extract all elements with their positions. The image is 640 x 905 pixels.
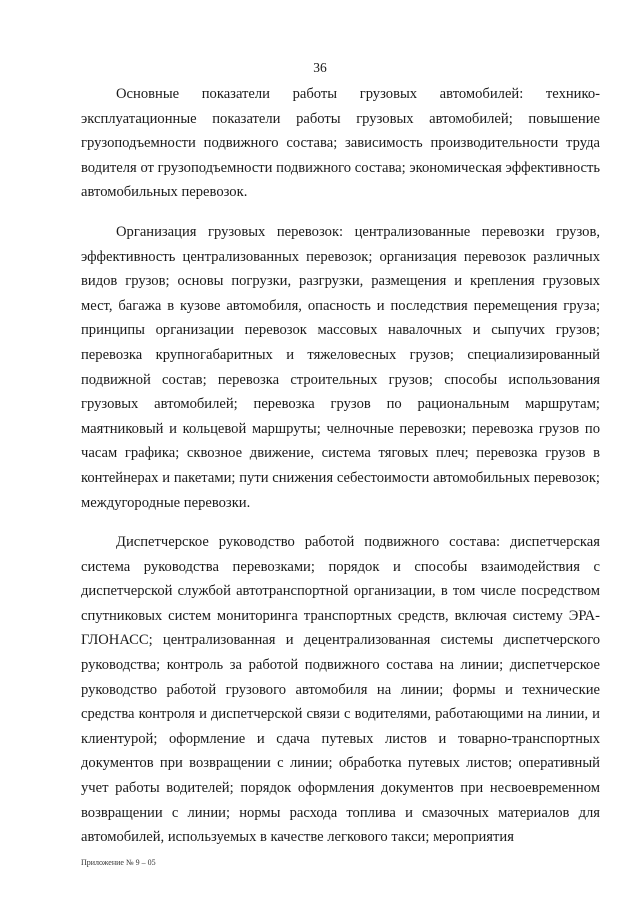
paragraph-performance-indicators: Основные показатели работы грузовых автомобилей: технико-эксплуатационные показатели работы грузовых автомобилей; повышение грузоподъемности подвижного состава; зависимость производительности труда водителя от грузоподъемности подвижного состава; экономическая эффективность автомобильных перевозок. bbox=[81, 86, 600, 201]
paragraph-cargo-transport-organization: Организация грузовых перевозок: централизованные перевозки грузов, эффективность централизованных перевозок; организация перевозок различных видов грузов; основы погрузки, разгрузки, размещения и крепления грузовых мест, багажа в кузове автомобиля, опасность и последствия перемещения груза; принципы организации перевозок массовых навалочных и сыпучих грузов; перевозка крупногабаритных и тяжеловесных грузов; специализированный подвижной состав; перевозка строительных грузов; способы использования грузовых автомобилей; перевозка грузов по рациональным маршрутам; маятниковый и кольцевой маршруты; челночные перевозки; перевозка грузов по часам графика; сквозное движение, система тяговых плеч; перевозка грузов в контейнерах и пакетами; пути снижения себестоимости автомобильных перевозок; междугородные перевозки. bbox=[81, 223, 600, 511]
page-number: 36 bbox=[313, 60, 327, 75]
page-footer: Приложение № 9 – 05 bbox=[81, 858, 156, 867]
document-body bbox=[81, 82, 600, 865]
paragraph-dispatch-management: Диспетчерское руководство работой подвижного состава: диспетчерская система руководства перевозками; порядок и способы взаимодействия с диспетчерской службой автотранспортной организации, в том числе посредством спутниковых систем мониторинга транспортных средств, включая систему ЭРА-ГЛОНАСС; централизованная и децентрализованная системы диспетчерского руководства; контроль за работой подвижного состава на линии; диспетчерское руководство работой грузового автомобиля на линии; формы и технические средства контроля и диспетчерской связи с водителями, работающими на линии, и клиентурой; оформление и сдача путевых листов и товарно-транспортных документов при возвращении с линии; обработка путевых листов; оперативный учет работы водителей; порядок оформления документов при несвоевременном возвращении с линии; нормы расхода топлива и смазочных материалов для автомобилей, используемых в качестве легкового такси; мероприятия bbox=[81, 534, 600, 846]
